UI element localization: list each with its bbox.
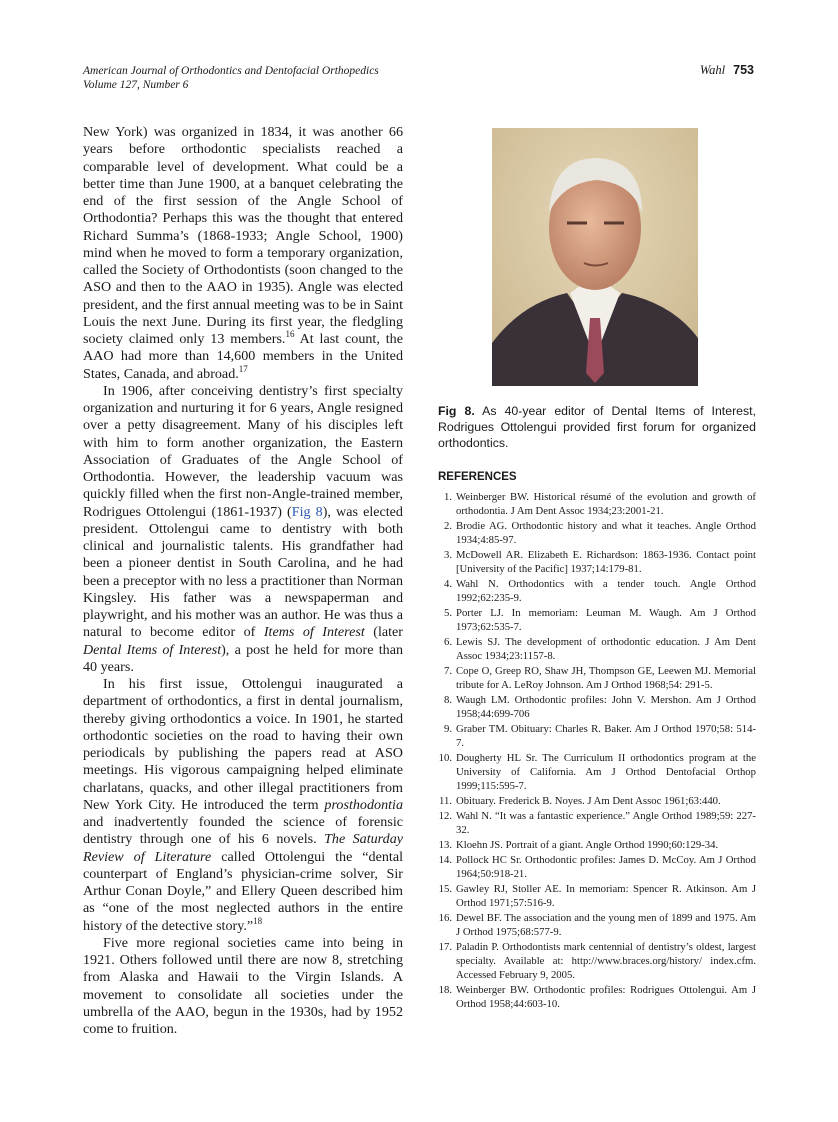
reference-item bbox=[438, 940, 756, 983]
reference-text: Obituary. Frederick B. Noyes. J Am Dent Assoc 1961;63:440. bbox=[456, 795, 721, 808]
running-author: Wahl bbox=[699, 63, 726, 77]
reference-number: 13. bbox=[438, 839, 452, 851]
reference-number: 16. bbox=[438, 911, 452, 924]
text-run: New York) was organized in 1834, it was another 66 years before orthodontic specialists reached a comparable level of development. What could be a better time than June 1900, at a banquet celebrating the end of the first session of the Angle School of Orthodontia? Perhaps this was the thought that entered Richard Summa’s (1868-1933; Angle School, 1900) mind when he moved to form a temporary organization, called the Society of Orthodontists (soon changed to the ASO and then to the AAO in 1935). Angle was elected president, and the first annual meeting was to be in Saint Louis the next June. During its first year, the fledgling society claimed only 13 members. bbox=[83, 124, 403, 347]
reference-text: Gawley RJ, Stoller AE. In memoriam: Spencer R. Atkinson. Am J Orthod 1971;57:516-9. bbox=[456, 882, 756, 909]
figure-caption-text: As 40-year editor of Dental Items of Interest, Rodrigues Ottolengui provided first forum for organized orthodontics. bbox=[438, 404, 756, 450]
body-paragraph bbox=[83, 676, 403, 935]
text-run: called Ottolengui the “dental counterpart of England’s physician-crime solver, Sir Arthur Conan Doyle,” and Ellery Queen described him as “one of the most neglected authors in the entire history of the detective story.” bbox=[83, 848, 403, 934]
reference-text: Dougherty HL Sr. The Curriculum II orthodontics program at the University of California. Am J Orthod Dentofacial Orthop 1999;115:595-7. bbox=[456, 752, 756, 793]
text-run: The Saturday Review of Literature bbox=[83, 831, 403, 865]
reference-item bbox=[438, 882, 756, 910]
reference-number: 2. bbox=[443, 520, 452, 532]
reference-item bbox=[438, 490, 756, 518]
reference-number: 6. bbox=[443, 636, 452, 648]
text-run: Items of Interest bbox=[263, 624, 365, 641]
reference-text: Wahl N. “It was a fantastic experience.” Angle Orthod 1989;59: 227-32. bbox=[456, 810, 756, 837]
reference-number: 10. bbox=[438, 752, 452, 764]
figure-8-portrait bbox=[492, 128, 698, 386]
reference-text: Weinberger BW. Historical résumé of the evolution and growth of orthodontia. J Am Dent Assoc 1934;23:2001-21. bbox=[456, 491, 756, 518]
journal-name: American Journal of Orthodontics and Dentofacial Orthopedics bbox=[83, 65, 379, 77]
reference-item bbox=[438, 794, 756, 808]
reference-number: 7. bbox=[443, 665, 452, 677]
reference-item bbox=[438, 751, 756, 794]
reference-number: 1. bbox=[443, 491, 452, 503]
reference-text: Dewel BF. The association and the young men of 1899 and 1975. Am J Orthod 1975;68:577-9. bbox=[456, 911, 756, 938]
running-header bbox=[83, 64, 379, 92]
body-paragraph bbox=[83, 124, 403, 383]
reference-text: Pollock HC Sr. Orthodontic profiles: James D. McCoy. Am J Orthod 1964;50:918-21. bbox=[456, 853, 756, 880]
text-run: Five more regional societies came into being in 1921. Others followed until there are now 8, stretching from Alaska and Hawaii to the Virgin Islands. A movement to consolidate all societies under the umbrella of the AAO, begun in the 1930s, had by 1952 come to fruition. bbox=[83, 934, 403, 1037]
reference-number: 8. bbox=[443, 694, 452, 706]
reference-number: 5. bbox=[443, 607, 452, 619]
text-run: In 1906, after conceiving dentistry’s first specialty organization and nurturing it for 6 years, Angle resigned over a petty disagreement. Many of his disciples left with him to form another organization, the Eastern Association of Graduates of the Angle School of Orthodontia. However, the leadership vacuum was quickly filled when the first non-Angle-trained member, Rodrigues Ottolengui (1861-1937) ( bbox=[83, 382, 403, 520]
body-text-column bbox=[83, 124, 403, 1038]
text-run: (later bbox=[364, 624, 403, 641]
citation-superscript[interactable]: 16 bbox=[285, 329, 295, 339]
reference-text: Brodie AG. Orthodontic history and what it teaches. Angle Orthod 1934;4:85-97. bbox=[456, 520, 756, 547]
reference-item bbox=[438, 577, 756, 605]
text-run: At last count, the AAO had more than 14,600 members in the United States, Canada, and abroad. bbox=[83, 331, 403, 382]
reference-item bbox=[438, 983, 756, 1011]
reference-number: 17. bbox=[438, 940, 452, 953]
figure-link[interactable]: Fig 8 bbox=[291, 503, 323, 520]
text-run: prosthodontia bbox=[324, 796, 403, 813]
reference-number: 15. bbox=[438, 882, 452, 895]
reference-text: McDowell AR. Elizabeth E. Richardson: 1863-1936. Contact point [University of the Pacific] 1937;14:179-81. bbox=[456, 549, 756, 576]
reference-item bbox=[438, 809, 756, 837]
reference-item bbox=[438, 606, 756, 634]
text-run: In his first issue, Ottolengui inaugurated a department of orthodontics, a first in dental journalism, thereby giving orthodontics a voice. In 1901, he started orthodontic societies on the road to having their own periodicals by publishing the papers read at ASO meetings. His vigorous campaigning helped eliminate charlatans, quacks, and other illegal practitioners from New York City. He introduced the term bbox=[83, 676, 403, 813]
reference-text: Paladin P. Orthodontists mark centennial of dentistry’s oldest, largest specialty. Available at: http://www.braces.org/history/ index.cfm. Accessed February 9, 2005. bbox=[456, 940, 756, 982]
body-paragraph bbox=[83, 383, 403, 676]
page-number: 753 bbox=[733, 63, 754, 77]
reference-item bbox=[438, 519, 756, 547]
reference-text: Wahl N. Orthodontics with a tender touch. Angle Orthod 1992;62:235-9. bbox=[456, 578, 756, 605]
volume-issue: Volume 127, Number 6 bbox=[83, 79, 189, 91]
reference-number: 9. bbox=[443, 723, 452, 735]
reference-item bbox=[438, 722, 756, 750]
reference-item bbox=[438, 664, 756, 692]
citation-superscript[interactable]: 17 bbox=[238, 363, 248, 374]
text-run: ), was elected president. Ottolengui came to dentistry with both clinical and journalistic talents. His grandfather had been a pioneer dentist in South Carolina, and he had been a preceptor with no less a practitioner than Norman Kingsley. His father was a newspaperman and playwright, and his mother was an author. He was thus a natural to become editor of bbox=[83, 503, 403, 641]
reference-text: Waugh LM. Orthodontic profiles: John V. Mershon. Am J Orthod 1958;44:699-706 bbox=[456, 694, 756, 721]
reference-number: 3. bbox=[443, 549, 452, 561]
reference-text: Kloehn JS. Portrait of a giant. Angle Orthod 1990;60:129-34. bbox=[456, 839, 719, 851]
reference-number: 18. bbox=[438, 984, 452, 996]
text-run: and inadvertently founded the science of forensic dentistry through one of his 6 novels. bbox=[83, 814, 403, 848]
reference-number: 14. bbox=[438, 853, 452, 866]
portrait-image bbox=[492, 128, 698, 386]
author-page bbox=[700, 63, 754, 78]
text-run: ), a post he held for more than 40 years. bbox=[83, 641, 403, 675]
reference-item bbox=[438, 838, 756, 852]
reference-text: Graber TM. Obituary: Charles R. Baker. Am J Orthod 1970;58: 514-7. bbox=[456, 723, 756, 750]
reference-item bbox=[438, 548, 756, 576]
reference-text: Lewis SJ. The development of orthodontic education. J Am Dent Assoc 1934;23:1157-8. bbox=[456, 636, 756, 663]
figure-label: Fig 8. bbox=[438, 404, 475, 418]
reference-text: Cope O, Greep RO, Shaw JH, Thompson GE, Leewen MJ. Memorial tribute for A. LeRoy Johnson. Am J Orthod 1968;54: 291-5. bbox=[456, 665, 756, 692]
figure-caption bbox=[438, 403, 756, 451]
reference-item bbox=[438, 911, 756, 939]
reference-item bbox=[438, 693, 756, 721]
references-list bbox=[438, 490, 756, 1012]
body-paragraph bbox=[83, 935, 403, 1039]
reference-item bbox=[438, 853, 756, 881]
references-heading: REFERENCES bbox=[438, 471, 517, 483]
reference-number: 4. bbox=[443, 578, 452, 590]
reference-text: Porter LJ. In memoriam: Leuman M. Waugh. Am J Orthod 1973;62:535-7. bbox=[456, 607, 756, 634]
citation-superscript[interactable]: 18 bbox=[253, 915, 263, 926]
reference-text: Weinberger BW. Orthodontic profiles: Rodrigues Ottolengui. Am J Orthod 1958;44:603-10. bbox=[456, 984, 756, 1011]
text-run: Dental Items of Interest bbox=[83, 641, 222, 658]
reference-item bbox=[438, 635, 756, 663]
reference-number: 12. bbox=[438, 810, 452, 822]
reference-number: 11. bbox=[439, 795, 452, 808]
